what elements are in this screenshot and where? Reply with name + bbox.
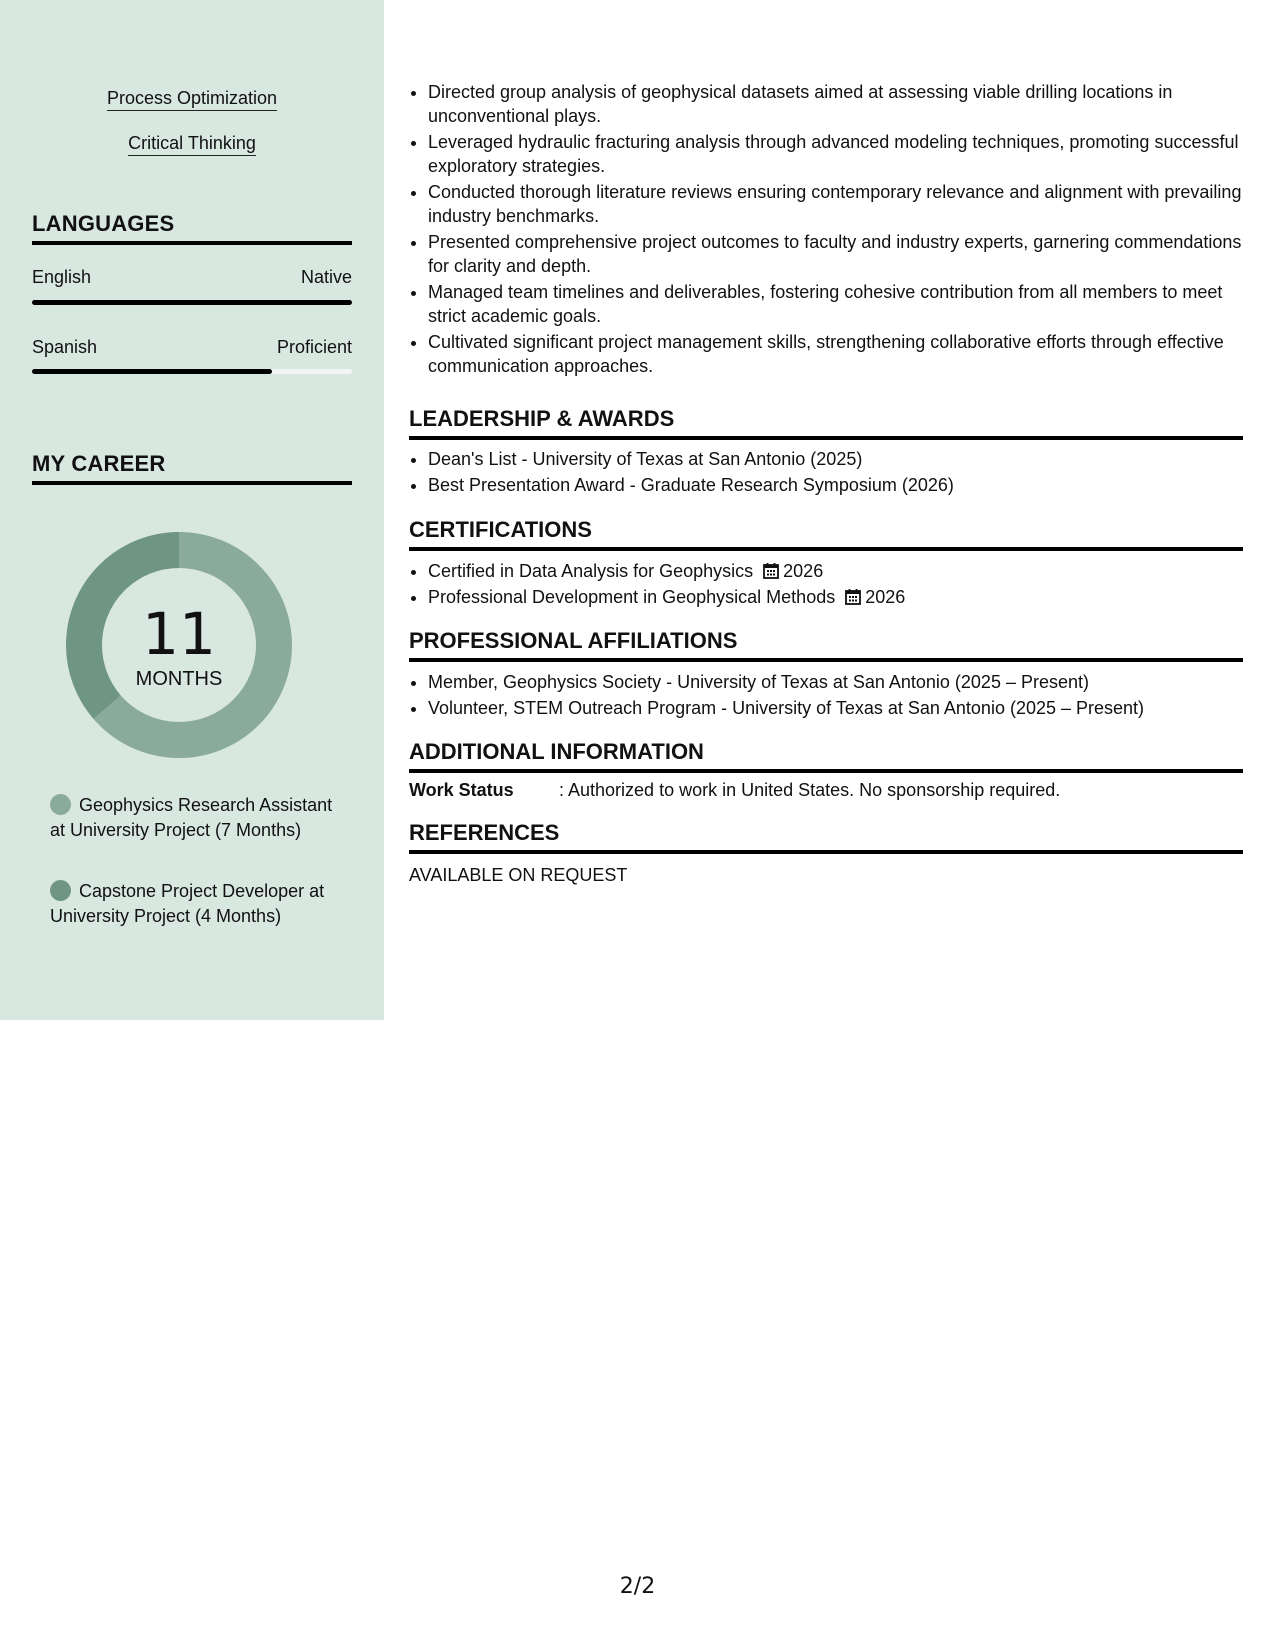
list-item: • Conducted thorough literature reviews ensuring contemporary relevance and alignment with prevailing industry benchmarks.: [428, 180, 1244, 228]
page-number: 2/2: [619, 1574, 656, 1599]
career-total-value: 11: [142, 600, 216, 668]
legend-dot: [50, 794, 71, 815]
calendar-icon: [845, 588, 861, 605]
certifications-section: [409, 559, 1244, 611]
language-row-english: [32, 267, 352, 288]
work-status-row: [409, 780, 1060, 801]
language-name: English: [32, 267, 92, 287]
language-name: Spanish: [32, 337, 98, 357]
experience-bullets: [409, 80, 1244, 378]
skill-item: Critical Thinking: [0, 133, 384, 154]
skill-item: Process Optimization: [0, 88, 384, 109]
affiliations-heading: PROFESSIONAL AFFILIATIONS: [409, 628, 1243, 662]
list-item: • Leveraged hydraulic fracturing analysis through advanced modeling techniques, promoting successful exploratory strategies.: [428, 130, 1244, 178]
certification-item: • Certified in Data Analysis for Geophysics 2026: [428, 559, 1244, 583]
leadership-section: [409, 447, 1244, 499]
work-status-label: Work Status: [409, 780, 514, 800]
references-text: AVAILABLE ON REQUEST: [409, 865, 628, 885]
experience-section: [409, 80, 1244, 380]
list-item: • Dean's List - University of Texas at San Antonio (2025): [428, 447, 1244, 471]
list-item: • Best Presentation Award - Graduate Research Symposium (2026): [428, 473, 1244, 497]
language-row-spanish: [32, 337, 352, 358]
leadership-heading: LEADERSHIP & AWARDS: [409, 406, 1243, 440]
language-level: Proficient: [276, 337, 352, 357]
certification-item: • Professional Development in Geophysical Methods 2026: [428, 585, 1244, 609]
career-legend-item: Geophysics Research Assistant at University Project (7 Months): [50, 795, 333, 840]
references-heading: REFERENCES: [409, 820, 1243, 854]
language-bar-fill: [32, 369, 272, 374]
certifications-heading: CERTIFICATIONS: [409, 517, 1243, 551]
additional-info-heading: ADDITIONAL INFORMATION: [409, 739, 1243, 773]
list-item: • Directed group analysis of geophysical datasets aimed at assessing viable drilling locations in unconventional plays.: [428, 80, 1244, 128]
career-total-unit: MONTHS: [135, 668, 223, 690]
career-legend-item: Capstone Project Developer at University Project (4 Months): [50, 881, 325, 926]
list-item: • Member, Geophysics Society - University of Texas at San Antonio (2025 – Present): [428, 670, 1244, 694]
list-item: • Presented comprehensive project outcomes to faculty and industry experts, garnering commendations for clarity and depth.: [428, 230, 1244, 278]
language-level: Native: [300, 267, 352, 287]
language-bar-spanish: [32, 369, 352, 374]
legend-dot: [50, 880, 71, 901]
calendar-icon: [763, 562, 779, 579]
list-item: • Volunteer, STEM Outreach Program - University of Texas at San Antonio (2025 – Present): [428, 696, 1244, 720]
list-item: • Managed team timelines and deliverables, fostering cohesive contribution from all members to meet strict academic goals.: [428, 280, 1244, 328]
languages-heading: LANGUAGES: [32, 211, 352, 245]
career-heading: MY CAREER: [32, 451, 352, 485]
career-donut-chart: [66, 532, 292, 758]
affiliations-section: [409, 670, 1244, 722]
language-bar-fill: [32, 300, 352, 305]
language-bar-english: [32, 300, 352, 305]
sidebar: [0, 0, 384, 1020]
work-status-value: : Authorized to work in United States. No sponsorship required.: [559, 780, 1061, 800]
list-item: • Cultivated significant project management skills, strengthening collaborative efforts through effective communication approaches.: [428, 330, 1244, 378]
